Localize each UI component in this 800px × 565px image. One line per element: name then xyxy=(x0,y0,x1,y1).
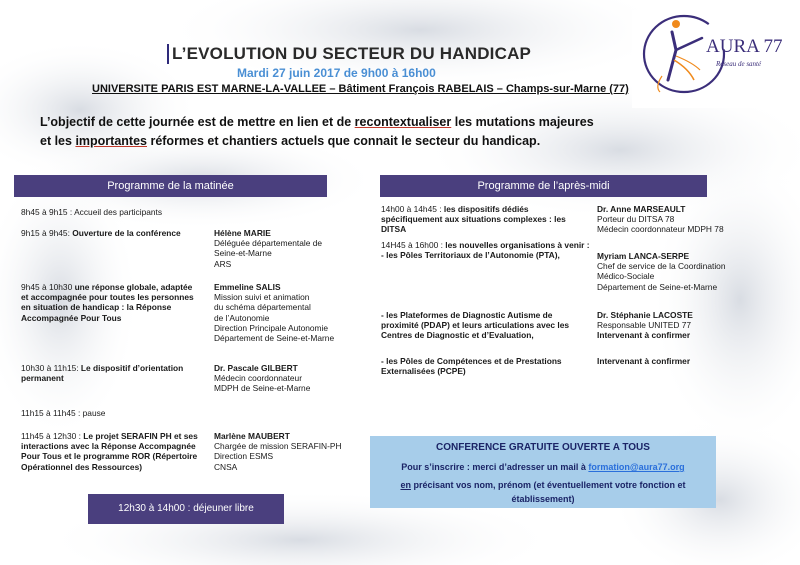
registration-note: en précisant vos nom, prénom (et éventuellement votre fonction et établissement) xyxy=(400,480,686,504)
objective-text: L’objectif de cette journée est de mettre en lien et de recontextualiser les mutations majeures et les importantes réformes et chantiers actuels que connait le secteur du handicap. xyxy=(40,115,594,148)
speaker-stephanie-lacoste: Dr. Stéphanie LACOSTE Responsable UNITED 77 Intervenant à confirmer xyxy=(597,310,693,341)
afternoon-session-pdap: - les Plateformes de Diagnostic Autisme de proximité (PDAP) et leurs articulations avec les Centres de Diagnostic et d’Evaluation, xyxy=(381,310,570,341)
afternoon-session-pcpe: - les Pôles de Compétences et de Prestations Externalisées (PCPE) xyxy=(381,356,562,377)
speaker-to-confirm: Intervenant à confirmer xyxy=(597,356,691,366)
event-venue: UNIVERSITE PARIS EST MARNE-LA-VALLEE – Bâtiment François RABELAIS – Champs-sur-Marne (77) xyxy=(92,83,629,95)
page-title: L’EVOLUTION DU SECTEUR DU HANDICAP xyxy=(167,44,531,64)
speaker-anne-marseault: Dr. Anne MARSEAULT Porteur du DITSA 78 Médecin coordonnateur MDPH 78 xyxy=(597,204,724,235)
speaker-emmeline-salis: Emmeline SALIS Mission suivi et animation du schéma départemental de l’Autonomie Direction Principale Autonomie Département de Seine-et-Marne xyxy=(214,282,335,344)
afternoon-session-ditsa: 14h00 à 14h45 : les dispositifs dédiés spécifiquement aux situations complexes : les DITSA xyxy=(381,204,566,235)
speaker-marlene-maubert: Marlène MAUBERT Chargée de mission SERAFIN-PH Direction ESMS CNSA xyxy=(214,431,342,472)
morning-session-welcome: 8h45 à 9h15 : Accueil des participants xyxy=(21,207,163,217)
logo-name: AURA 77 xyxy=(706,36,783,57)
afternoon-session-organisations: 14H45 à 16h00 : les nouvelles organisations à venir : - les Pôles Territoriaux de l’Autonomie (PTA), xyxy=(381,240,590,261)
event-date: Mardi 27 juin 2017 de 9h00 à 16h00 xyxy=(237,66,436,80)
registration-line: Pour s’inscrire : merci d’adresser un mail à formation@aura77.org xyxy=(401,462,685,472)
free-conference-title: CONFERENCE GRATUITE OUVERTE A TOUS xyxy=(436,442,650,453)
afternoon-header: Programme de l’après-midi xyxy=(380,175,707,197)
speaker-myriam-lanca-serpe: Myriam LANCA-SERPE Chef de service de la Coordination Médico-Sociale Département de Seine-et-Marne xyxy=(597,251,726,292)
morning-session-rapt: 9h45 à 10h30 une réponse globale, adaptée et accompagnée pour toutes les personnes en situation de handicap : la Réponse Accompagnée Pour Tous xyxy=(21,282,194,323)
morning-session-orientation: 10h30 à 11h15: Le dispositif d’orientation permanent xyxy=(21,363,184,384)
morning-header: Programme de la matinée xyxy=(14,175,327,197)
aura77-logo xyxy=(632,10,798,108)
speaker-helene-marie: Hélène MARIE Déléguée départementale de Seine-et-Marne ARS xyxy=(214,228,323,269)
free-conference-box xyxy=(370,436,716,508)
highlight-importantes: importantes xyxy=(75,134,147,148)
speaker-pascale-gilbert: Dr. Pascale GILBERT Médecin coordonnateur MDPH de Seine-et-Marne xyxy=(214,363,311,394)
logo-emblem-icon xyxy=(632,10,798,108)
morning-session-serafin: 11h45 à 12h30 : Le projet SERAFIN PH et ses interactions avec la Réponse Accompagnée Pour Tous et le programme ROR (Répertoire Opérationnel des Ressources) xyxy=(21,431,198,472)
highlight-recontextualiser: recontextualiser xyxy=(354,115,452,129)
morning-session-opening: 9h15 à 9h45: Ouverture de la conférence xyxy=(21,228,181,238)
registration-email-link[interactable]: formation@aura77.org xyxy=(588,462,685,472)
logo-tagline: Réseau de santé xyxy=(716,60,762,68)
morning-session-pause: 11h15 à 11h45 : pause xyxy=(21,408,106,418)
lunch-break-banner: 12h30 à 14h00 : déjeuner libre xyxy=(88,494,284,524)
